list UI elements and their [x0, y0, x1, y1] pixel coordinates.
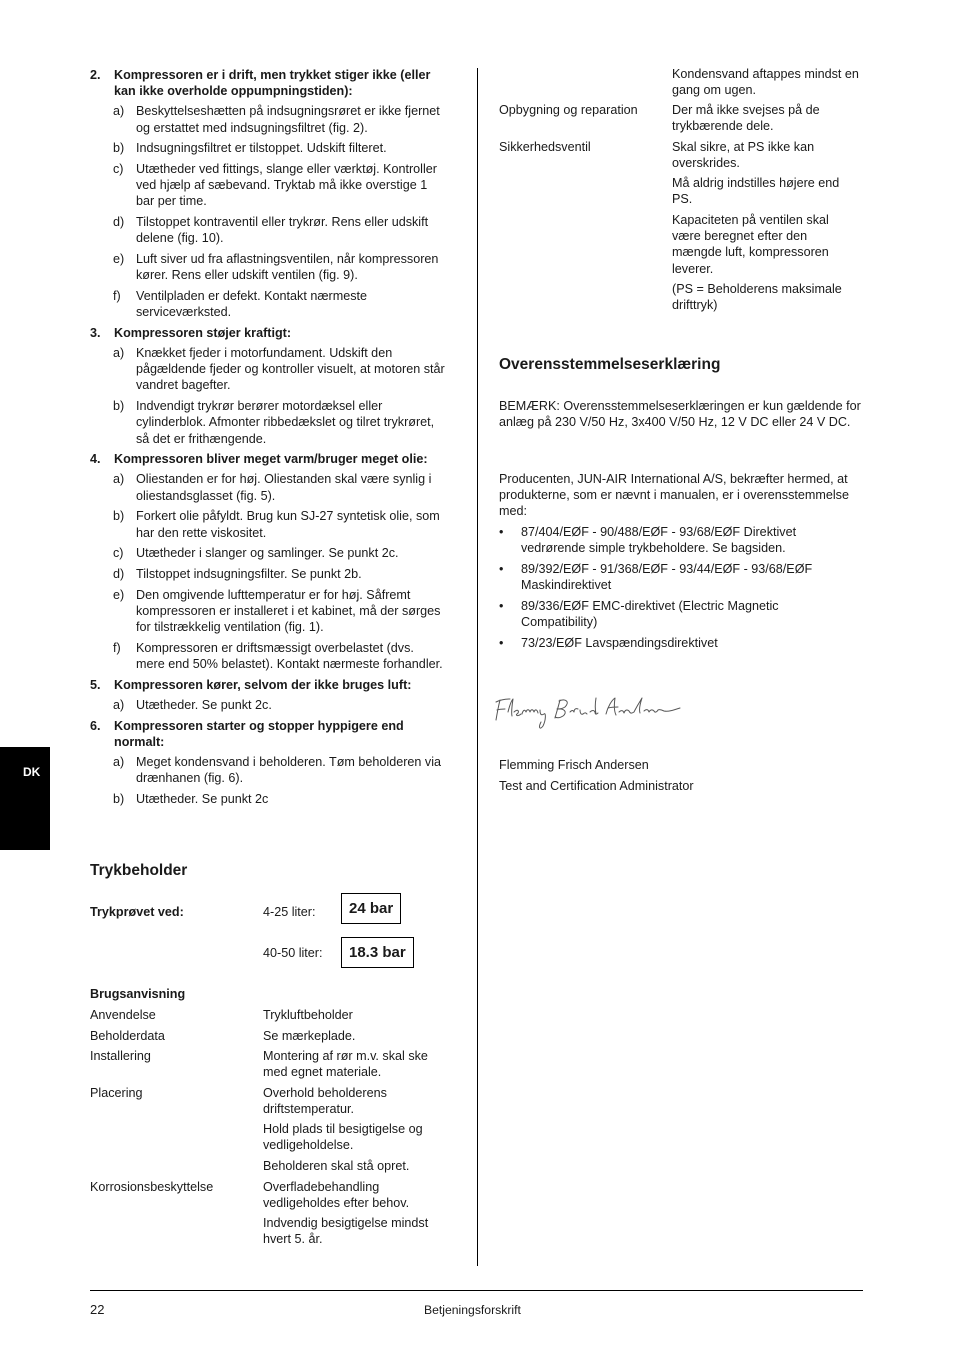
- right-key: Opbygning og reparation: [499, 103, 638, 117]
- language-tab: [0, 747, 50, 850]
- right-value: Må aldrig indstilles højere end PS.: [672, 176, 840, 207]
- trouble-subitem-text: Utætheder. Se punkt 2c.: [136, 697, 272, 712]
- trouble-item-title: Kompressoren støjer kraftigt:: [114, 325, 292, 340]
- directive-text: 89/336/EØF EMC-direktivet (Electric Magnetic Compatibility): [521, 599, 779, 630]
- trouble-subitem-letter: b): [113, 141, 125, 156]
- trouble-item-number: 2.: [90, 68, 101, 82]
- trouble-item: [90, 451, 445, 467]
- trouble-item-title: Kompressoren kører, selvom der ikke bruges luft:: [114, 677, 412, 692]
- directive-item: [499, 598, 839, 630]
- trouble-subitem: [90, 791, 445, 807]
- trouble-subitem-text: Tilstoppet kontraventil eller trykrør. Rens eller udskift delene (fig. 10).: [136, 215, 429, 246]
- usage-value: Indvendig besigtigelse mindst hvert 5. år.: [263, 1216, 429, 1247]
- right-value: (PS = Beholderens maksimale drifttryk): [672, 282, 842, 313]
- trouble-subitem-letter: e): [113, 252, 125, 267]
- column-divider: [477, 68, 478, 1266]
- trouble-subitem-letter: a): [113, 346, 125, 361]
- usage-heading: Brugsanvisning: [90, 987, 186, 1001]
- trouble-item-number: 4.: [90, 452, 101, 467]
- trouble-item-number: 5.: [90, 677, 101, 692]
- directive-item: [499, 524, 839, 556]
- range1-value-box: 24 bar: [341, 893, 401, 924]
- trouble-item-number: 6.: [90, 718, 101, 733]
- trouble-subitem: [90, 508, 445, 540]
- trouble-subitem: [90, 251, 445, 283]
- trouble-item-title: Kompressoren bliver meget varm/bruger meget olie:: [114, 452, 428, 467]
- right-value: Der må ikke svejses på de trykbærende dele.: [672, 103, 820, 134]
- range1-label: 4-25 liter:: [263, 905, 316, 919]
- trouble-item: [90, 677, 445, 693]
- trouble-subitem-letter: a): [113, 697, 125, 712]
- usage-value: Overfladebehandling vedligeholdes efter behov.: [263, 1180, 410, 1211]
- trouble-subitem: [90, 471, 445, 503]
- trouble-subitem-text: Meget kondensvand i beholderen. Tøm beholderen via drænhanen (fig. 6).: [136, 755, 442, 786]
- usage-key: Korrosionsbeskyttelse: [90, 1180, 214, 1194]
- trouble-subitem-letter: b): [113, 509, 125, 524]
- trouble-subitem-letter: a): [113, 755, 125, 770]
- trouble-subitem-text: Tilstoppet indsugningsfilter. Se punkt 2b.: [136, 566, 362, 581]
- signature: [488, 690, 688, 734]
- directive-text: 73/23/EØF Lavspændingsdirektivet: [521, 636, 718, 650]
- trouble-subitem-text: Kompressoren er driftsmæssigt overbelastet (dvs. mere end 50% belastet). Kontakt nærmeste forhandler.: [136, 640, 443, 671]
- trouble-subitem-text: Utætheder. Se punkt 2c: [136, 791, 269, 806]
- troubleshooting-list: [90, 67, 445, 812]
- directive-item: [499, 561, 839, 593]
- trouble-subitem-letter: b): [113, 791, 125, 806]
- trouble-subitem-letter: d): [113, 215, 125, 230]
- trouble-subitem-text: Knækket fjeder i motorfundament. Udskift den pågældende fjeder og kontroller visuelt, at motoren står vandret bagefter.: [136, 346, 445, 393]
- trouble-subitem: [90, 288, 445, 320]
- usage-value: Se mærkeplade.: [263, 1029, 356, 1043]
- usage-key: Beholderdata: [90, 1029, 165, 1043]
- trouble-item-title: Kompressoren er i drift, men trykket stiger ikke (eller kan ikke overholde oppumpningstiden):: [114, 68, 431, 99]
- signer-name: Flemming Frisch Andersen: [499, 758, 649, 772]
- trouble-subitem-letter: f): [113, 640, 121, 655]
- usage-value: Montering af rør m.v. skal ske med egnet materiale.: [263, 1049, 428, 1080]
- trouble-subitem: [90, 398, 445, 447]
- page-number: 22: [90, 1302, 105, 1317]
- trouble-item-title: Kompressoren starter og stopper hyppigere end normalt:: [114, 718, 404, 749]
- trouble-subitem: [90, 161, 445, 210]
- trouble-subitem: [90, 140, 445, 156]
- tested-label: Trykprøvet ved:: [90, 905, 184, 919]
- trouble-subitem-text: Luft siver ud fra aflastningsventilen, når kompressoren kører. Rens eller udskift ventilen (fig. 9).: [136, 252, 439, 283]
- trouble-subitem: [90, 640, 445, 672]
- usage-value: Beholderen skal stå opret.: [263, 1159, 410, 1173]
- trouble-subitem-text: Den omgivende lufttemperatur er for høj. Såfremt kompressoren er installeret i et kabinet, må der sørges for tilstrækkelig ventilation (fig. 1).: [136, 587, 441, 635]
- usage-key: Installering: [90, 1049, 151, 1063]
- trouble-subitem-letter: c): [113, 162, 124, 177]
- declaration-intro: Producenten, JUN-AIR International A/S, bekræfter hermed, at produkterne, som er nævnt i manualen, er i overensstemmelse med:: [499, 472, 849, 519]
- trouble-subitem-letter: d): [113, 566, 125, 581]
- document-title: Betjeningsforskrift: [424, 1303, 521, 1317]
- trouble-subitem-letter: b): [113, 399, 125, 414]
- usage-key: Anvendelse: [90, 1008, 156, 1022]
- right-value: Kondensvand aftappes mindst en gang om ugen.: [672, 67, 859, 98]
- trouble-item-number: 3.: [90, 325, 101, 340]
- usage-value: Trykluftbeholder: [263, 1008, 353, 1022]
- trouble-subitem-letter: c): [113, 546, 124, 561]
- trouble-subitem: [90, 754, 445, 786]
- trouble-subitem-text: Indvendigt trykrør berører motordæksel eller cylinderblok. Afmonter ribbedækslet og tilret trykrøret, så det er frithængende.: [136, 399, 435, 446]
- usage-key: Placering: [90, 1086, 143, 1100]
- right-value: Kapaciteten på ventilen skal være beregnet efter den mængde luft, kompressoren leverer.: [672, 213, 829, 276]
- footer-rule: [90, 1290, 863, 1291]
- declaration-heading: Overensstemmelseserklæring: [499, 356, 721, 373]
- trouble-item: [90, 67, 445, 99]
- language-tab-label: DK: [23, 765, 41, 779]
- right-key: Sikkerhedsventil: [499, 140, 591, 154]
- trouble-subitem: [90, 545, 445, 561]
- trouble-subitem-text: Indsugningsfiltret er tilstoppet. Udskift filteret.: [136, 141, 387, 156]
- bullet-icon: •: [499, 562, 504, 576]
- trouble-item: [90, 718, 445, 750]
- trouble-subitem-text: Ventilpladen er defekt. Kontakt nærmeste serviceværksted.: [136, 288, 368, 320]
- trouble-subitem: [90, 214, 445, 246]
- trouble-subitem-letter: a): [113, 472, 125, 487]
- range2-label: 40-50 liter:: [263, 946, 323, 960]
- directive-text: 87/404/EØF - 90/488/EØF - 93/68/EØF Direktivet vedrørende simple trykbeholdere. Se bagsiden.: [521, 525, 797, 556]
- trouble-subitem: [90, 587, 445, 636]
- bullet-icon: •: [499, 525, 504, 539]
- trouble-subitem: [90, 697, 445, 713]
- trouble-subitem-text: Beskyttelseshætten på indsugningsrøret er ikke fjernet og erstattet med indsugningsfiltret (fig. 2).: [136, 104, 440, 135]
- directive-item: [499, 635, 839, 651]
- trouble-subitem: [90, 566, 445, 582]
- trykbeholder-heading: Trykbeholder: [90, 862, 188, 879]
- bullet-icon: •: [499, 636, 504, 650]
- trouble-subitem-letter: f): [113, 288, 121, 303]
- trouble-subitem-text: Utætheder ved fittings, slange eller værktøj. Kontroller ved hjælp af sæbevand. Tryktab må ikke overstige 1 bar per time.: [136, 162, 437, 209]
- bullet-icon: •: [499, 599, 504, 613]
- directive-list: [499, 524, 839, 656]
- trouble-subitem-letter: e): [113, 587, 125, 602]
- declaration-note: BEMÆRK: Overensstemmelseserklæringen er kun gældende for anlæg på 230 V/50 Hz, 3x400 V/50 Hz, 12 V DC eller 24 V DC.: [499, 399, 861, 430]
- usage-value: Overhold beholderens driftstemperatur.: [263, 1086, 387, 1117]
- right-value: Skal sikre, at PS ikke kan overskrides.: [672, 140, 815, 171]
- trouble-item: [90, 325, 445, 341]
- trouble-subitem: [90, 103, 445, 135]
- directive-text: 89/392/EØF - 91/368/EØF - 93/44/EØF - 93/68/EØF Maskindirektivet: [521, 562, 813, 593]
- trouble-subitem-letter: a): [113, 104, 125, 119]
- usage-value: Hold plads til besigtigelse og vedligeholdelse.: [263, 1122, 423, 1153]
- range2-value-box: 18.3 bar: [341, 937, 414, 968]
- trouble-subitem-text: Oliestanden er for høj. Oliestanden skal være synlig i oliestandsglasset (fig. 5).: [136, 472, 432, 503]
- trouble-subitem: [90, 345, 445, 394]
- signer-title: Test and Certification Administrator: [499, 779, 694, 793]
- trouble-subitem-text: Forkert olie påfyldt. Brug kun SJ-27 syntetisk olie, som har den rette viskositet.: [136, 509, 440, 540]
- trouble-subitem-text: Utætheder i slanger og samlinger. Se punkt 2c.: [136, 546, 399, 561]
